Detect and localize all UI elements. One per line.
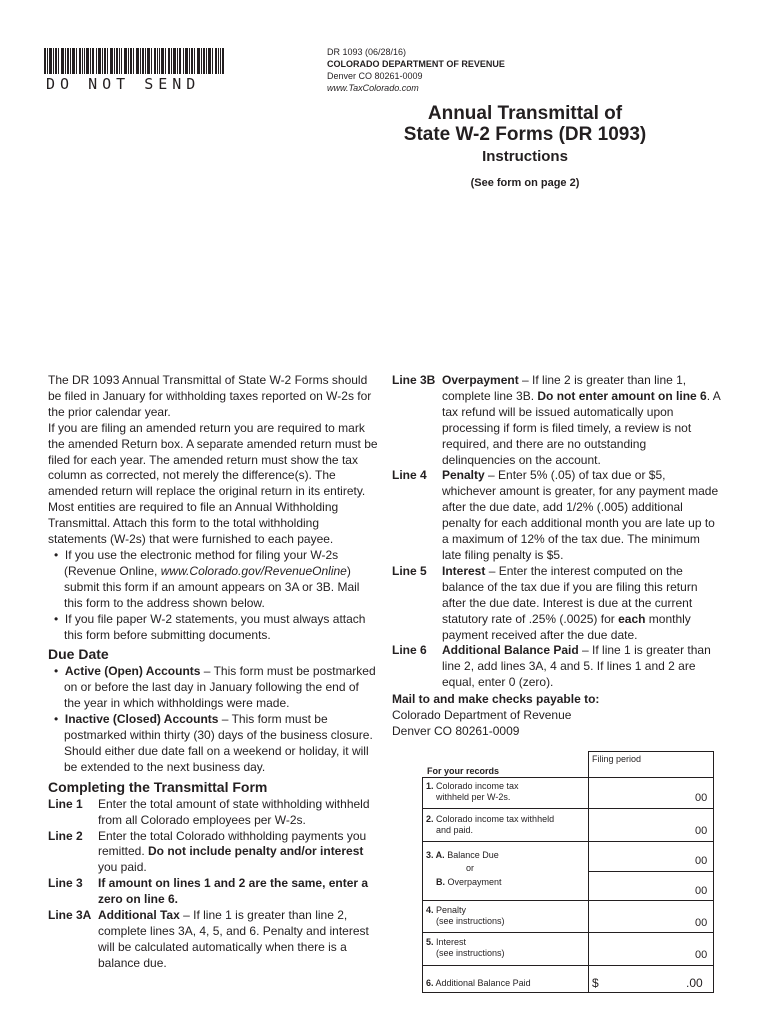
record-row-1-cents: 00 bbox=[695, 792, 708, 804]
record-row-4-label: 4. Penalty (see instructions) bbox=[426, 905, 505, 926]
title-line-1: Annual Transmittal of bbox=[427, 103, 623, 124]
department-website: www.TaxColorado.com bbox=[327, 83, 419, 93]
bullet-electronic: • If you use the electronic method for filing your W-2s (Revenue Online, www.Colorado.gov/RevenueOnline) submit this form if an amount appears on 3A or 3B. Mail this form to the address shown below. bbox=[54, 547, 360, 610]
page-title bbox=[380, 103, 670, 145]
record-row-3b-label: B. Overpayment bbox=[436, 877, 502, 887]
record-row-5-label: 5. Interest (see instructions) bbox=[426, 937, 505, 958]
record-row-5-cents: 00 bbox=[695, 949, 708, 961]
record-row-1-label: 1. Colorado income tax withheld per W-2s. bbox=[426, 781, 519, 802]
line-4-instruction: Line 4 Penalty – Enter 5% (.05) of tax due or $5, whichever amount is greater, for any payment made after the due date, add 1/2% (.005) additional penalty for each additional month you are late up to a maximum of 12% of the tax due. The minimum late filing penalty is $5. bbox=[392, 468, 719, 562]
due-date-heading: Due Date bbox=[48, 646, 109, 663]
line-3b-instruction: Line 3B Overpayment – If line 2 is greater than line 1, complete line 3B. Do not enter amount on line 6. A tax refund will be issued automatically upon processing if form is filed timely, a review is not required, and there are no outstanding delinquencies on the account. bbox=[392, 373, 721, 467]
barcode bbox=[44, 48, 224, 74]
bullet-inactive-accounts: • Inactive (Closed) Accounts – This form must be postmarked within thirty (30) days of the business closure. bbox=[54, 712, 373, 743]
completing-heading: Completing the Transmittal Form bbox=[48, 778, 268, 795]
filing-period-label: Filing period bbox=[592, 754, 642, 764]
right-column bbox=[392, 373, 722, 740]
record-row-3b-cents: 00 bbox=[695, 885, 708, 897]
line-1-instruction: Line 1 Enter the total amount of state withholding withheld from all Colorado employees per W-2s. bbox=[48, 796, 370, 827]
mail-address-line-2: Denver CO 80261-0009 bbox=[392, 723, 520, 738]
form-header bbox=[327, 46, 505, 94]
record-row-6-label: 6. Additional Balance Paid bbox=[426, 978, 531, 988]
record-row-3-or: or bbox=[466, 863, 475, 873]
amended-paragraph: If you are filing an amended return you are required to mark the amended Return box. A separate amended return must be filed for each year. The amended return must show the tax column as corrected, not merely the difference(s). The amended return will replace the original return in its entirety. bbox=[48, 420, 378, 499]
dollar-sign: $ bbox=[592, 976, 599, 990]
left-column bbox=[48, 373, 378, 972]
record-row-4-cents: 00 bbox=[695, 917, 708, 929]
line-3-instruction: Line 3 If amount on lines 1 and 2 are the same, enter a zero on line 6. bbox=[48, 876, 369, 907]
line-6-instruction: Line 6 Additional Balance Paid – If line 1 is greater than line 2, add lines 3A, 4 and 5. If lines 1 and 2 are equal, enter 0 (zero). bbox=[392, 643, 711, 690]
line-5-instruction: Line 5 Interest – Enter the interest computed on the balance of the tax due if you are filing this return after the due date. Interest is due at the current statutory rate of .25% (.0025) for each monthly payment received after the due date. bbox=[392, 563, 698, 642]
records-heading: For your records bbox=[427, 766, 500, 776]
mail-address-line-1: Colorado Department of Revenue bbox=[392, 708, 572, 723]
record-row-6-cents: .00 bbox=[686, 976, 703, 990]
department-city: Denver CO 80261-0009 bbox=[327, 71, 423, 81]
entities-paragraph: Most entities are required to file an Annual Withholding Transmittal. Attach this form to the total withholding statements (W-2s) that were furnished to each payee. bbox=[48, 500, 339, 547]
holiday-note: Should either due date fall on a weekend or holiday, it will be extended to the next business day. bbox=[64, 743, 369, 774]
see-form-note: (See form on page 2) bbox=[470, 177, 580, 189]
department-name: COLORADO DEPARTMENT OF REVENUE bbox=[327, 59, 505, 69]
bullet-active-accounts: • Active (Open) Accounts – This form must be postmarked on or before the last day in January following the end of the year in which withholdings were made. bbox=[54, 664, 376, 711]
mail-heading: Mail to and make checks payable to: bbox=[392, 692, 600, 707]
record-row-2-label: 2. Colorado income tax withheld and paid. bbox=[426, 814, 555, 835]
line-3a-instruction: Line 3A Additional Tax – If line 1 is greater than line 2, complete lines 3A, 4, 5, and 6. Penalty and interest will be calculated automatically when there is a balance due. bbox=[48, 908, 369, 970]
record-row-3a-label: 3. A. Balance Due bbox=[426, 850, 499, 860]
title-line-2: State W-2 Forms (DR 1093) bbox=[403, 124, 647, 145]
line-2-instruction: Line 2 Enter the total Colorado withholding payments you remitted. Do not include penalty and/or interest you paid. bbox=[48, 828, 367, 875]
intro-paragraph: The DR 1093 Annual Transmittal of State W-2 Forms should be filed in January for withholding taxes reported on W-2s for the prior calendar year. bbox=[48, 373, 372, 419]
record-row-3a-cents: 00 bbox=[695, 855, 708, 867]
page-subtitle: Instructions bbox=[482, 148, 568, 165]
do-not-send-label: DO NOT SEND bbox=[46, 75, 201, 93]
bullet-paper: • If you file paper W-2 statements, you must always attach this form before submitting documents. bbox=[54, 611, 366, 642]
record-row-2-cents: 00 bbox=[695, 825, 708, 837]
form-number: DR 1093 (06/28/16) bbox=[327, 47, 407, 57]
